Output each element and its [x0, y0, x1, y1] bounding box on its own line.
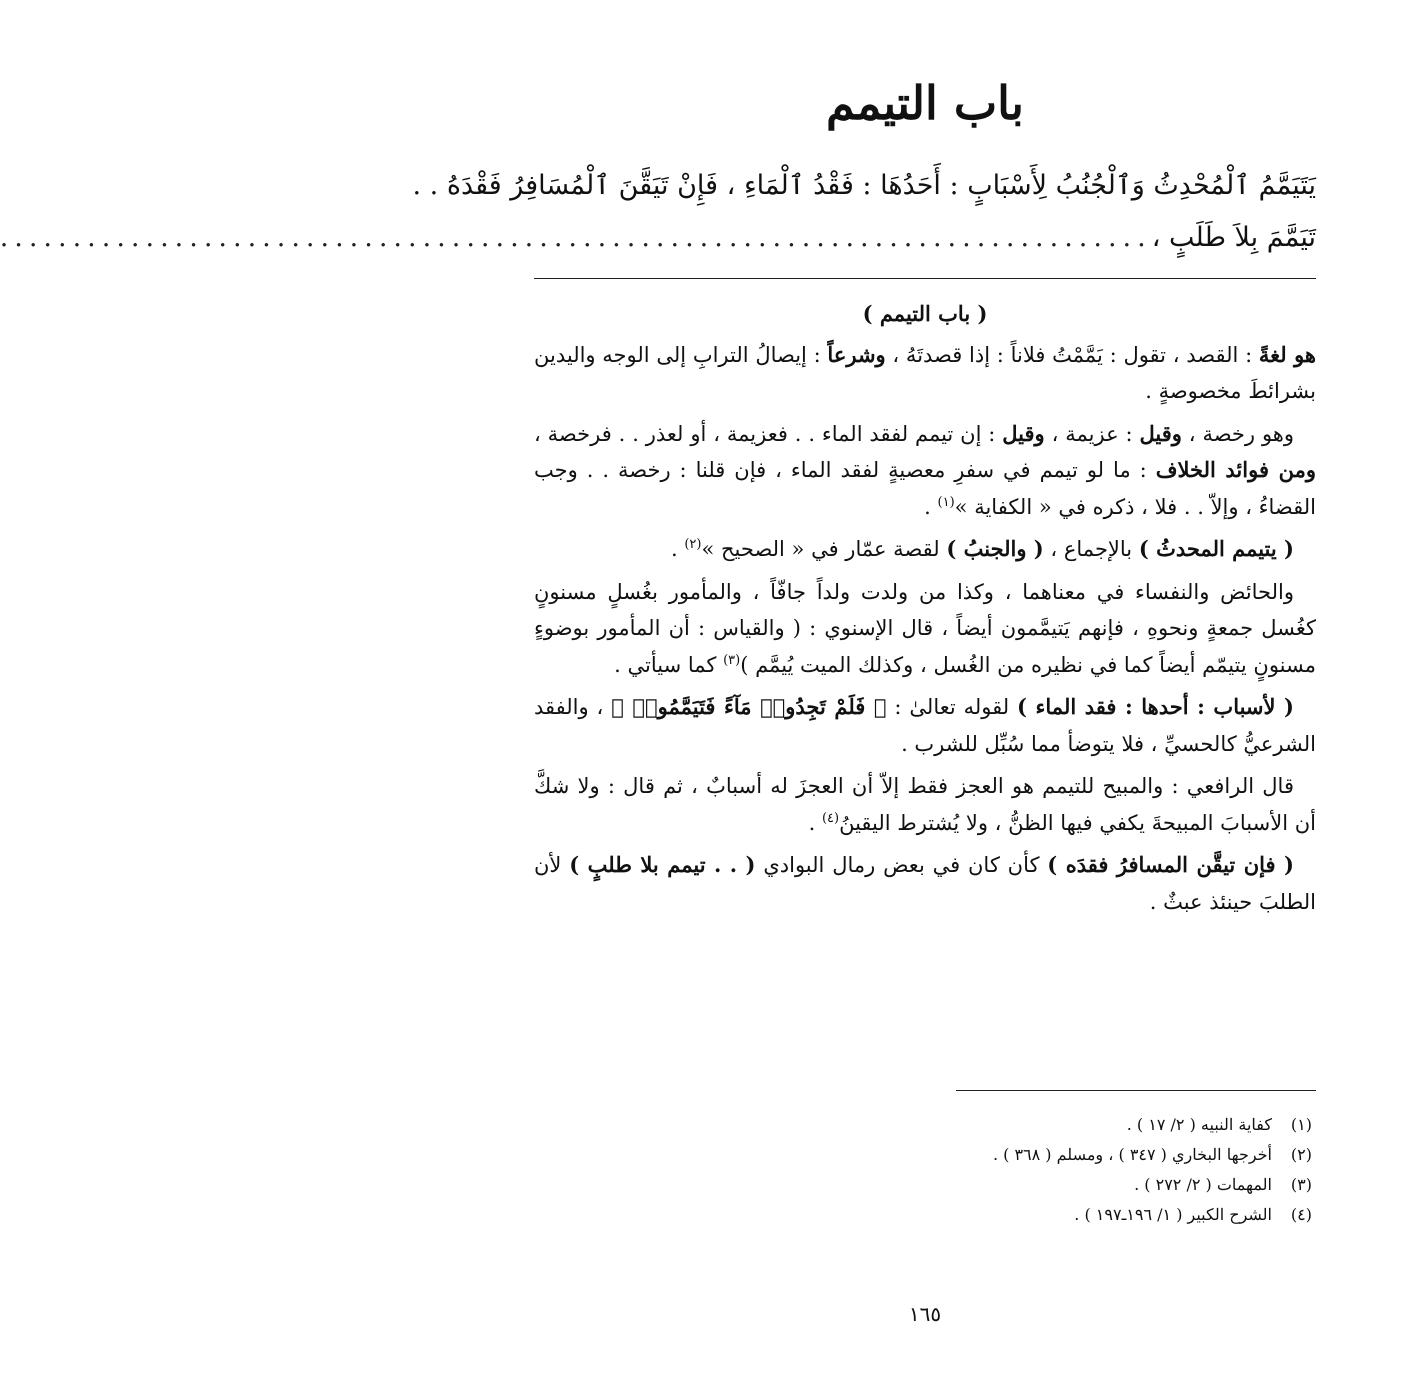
p3-text-1: بالإجماع ،	[1043, 537, 1139, 561]
footnote-text: الشرح الكبير ( ١/ ١٩٦ـ١٩٧ ) .	[1074, 1205, 1272, 1224]
footnote-text: كفاية النبيه ( ٢/ ١٧ ) .	[1126, 1115, 1272, 1134]
p2-bold-1: وقيل	[1139, 420, 1182, 446]
chapter-title: باب التيمم	[826, 76, 1024, 130]
sharh-commentary	[534, 296, 1316, 926]
p6-text-2: .	[808, 810, 822, 835]
paragraph-6	[534, 768, 1316, 841]
footnote-number: (٣)	[1290, 1175, 1312, 1194]
p3-text-3: .	[670, 537, 685, 561]
p3-bold-2: ( والجنبُ )	[946, 536, 1044, 561]
page-number: ١٦٥	[908, 1302, 942, 1326]
matn-line-2-text: تَيَمَّمَ بِلاَ طَلَبٍ ،	[1151, 222, 1316, 253]
paragraph-7	[534, 847, 1316, 920]
footnotes	[534, 1110, 1316, 1230]
matn-line-1	[412, 160, 1316, 212]
p1-text-1: : القصد ، تقول : يَمَّمْتُ فلاناً : إذا قصدتَهُ ،	[885, 342, 1259, 367]
footnote-item	[534, 1200, 1316, 1230]
p2-text-3: : إن تيمم لفقد الماء . . فعزيمة ، أو لعذر . . فرخصة ،	[534, 421, 1003, 446]
footnote-item	[534, 1140, 1316, 1170]
p2-text-4: : ما لو تيمم في سفرِ معصيةٍ لفقد الماء ، فإن قلنا : رخصة . . وجب القضاءُ ، وإلاّ . . فلا ، ذكره في « الكفاية »	[534, 458, 1316, 519]
p2-bold-3: ومن فوائد الخلاف	[1155, 457, 1316, 482]
paragraph-1	[534, 337, 1316, 410]
paragraph-4	[534, 574, 1316, 684]
p1-bold-2: وشرعاً	[827, 341, 886, 367]
paragraph-5	[534, 689, 1316, 762]
footnote-text: المهمات ( ٢/ ٢٧٢ ) .	[1134, 1175, 1272, 1194]
footnote-number: (١)	[1290, 1115, 1312, 1134]
paragraph-3	[534, 531, 1316, 568]
matn-line-2	[0, 212, 1316, 264]
p4-text-2: كما سيأتي .	[614, 652, 724, 677]
p4-text-1: والحائض والنفساء في معناهما ، وكذا من ولدت ولداً جافّاً ، والمأمور بغُسلٍ مسنونٍ كغُسل جمعةٍ ونحوهِ ، فإنهم يَتيمَّمون أيضاً ، قال الإسنوي : ( والقياس : أن المأمور بوضوءٍ مسنونٍ يتيمّم أيضاً كما في نظيره من الغُسل ، وكذلك الميت يُيمَّم )	[534, 579, 1316, 677]
p6-text-1: قال الرافعي : والمبيح للتيمم هو العجز فقط إلاّ أن العجزَ له أسبابٌ ، ثم قال : ولا شكَّ أن الأسبابَ المبيحةَ يكفي فيها الظنُّ ، ولا يُشترط اليقينُ	[534, 774, 1316, 835]
footnote-ref-1[interactable]: (١)	[937, 494, 955, 510]
p7-bold-1: ( فإن تيقَّن المسافرُ فقدَه )	[1047, 852, 1294, 877]
matn-line-1-text: يَتَيَمَّمُ ٱلْمُحْدِثُ وَٱلْجُنُبُ لِأَسْبَابٍ : أَحَدُهَا : فَقْدُ ٱلْمَاءِ ، فَإِنْ تَيَقَّنَ ٱلْمُسَافِرُ فَقْدَهُ . .	[412, 170, 1316, 201]
p7-text-1: كأن كان في بعض رمال البوادي	[755, 853, 1048, 877]
p1-bold-1: هو لغةً	[1258, 341, 1316, 367]
matn-divider	[534, 278, 1316, 279]
p5-bold-1: ( لأسباب : أحدها : فقد الماء )	[1017, 694, 1294, 719]
p2-text-1: وهو رخصة ،	[1181, 421, 1295, 446]
matn-text	[0, 160, 1316, 264]
sharh-heading: ( باب التيمم )	[862, 301, 988, 326]
footnote-item	[534, 1110, 1316, 1140]
footnote-number: (٤)	[1290, 1205, 1312, 1224]
footnote-text: أخرجها البخاري ( ٣٤٧ ) ، ومسلم ( ٣٦٨ ) .	[992, 1145, 1272, 1164]
paragraph-2	[534, 416, 1316, 526]
footnote-ref-2[interactable]: (٢)	[684, 537, 702, 552]
matn-dots: ...............................................................................	[0, 222, 1152, 253]
p2-text-5: .	[924, 494, 938, 519]
footnote-divider	[956, 1090, 1316, 1091]
p2-text-2: : عزيمة ،	[1044, 421, 1140, 446]
footnote-ref-4[interactable]: (٤)	[821, 810, 840, 826]
p3-bold-1: ( يتيمم المحدثُ )	[1138, 536, 1294, 561]
p7-text-2: لأن الطلبَ حينئذ عبثٌ .	[534, 853, 1316, 914]
quran-verse: ﴿ فَلَمْ تَجِدُوا۟ مَآءً فَتَيَمَّمُوا۟ ﴾	[611, 694, 887, 719]
footnote-ref-3[interactable]: (٣)	[723, 652, 741, 668]
p2-bold-2: وقيل	[1002, 420, 1045, 446]
footnote-number: (٢)	[1290, 1145, 1312, 1164]
footnote-item	[534, 1170, 1316, 1200]
p7-bold-2: ( . . تيمم بلا طلبٍ )	[569, 852, 756, 877]
p5-text-2: ، والفقد الشرعيُّ كالحسيِّ ، فلا يتوضأ مما سُبِّل للشرب .	[534, 695, 1316, 756]
p5-text-1: لقوله تعالىٰ :	[886, 695, 1018, 719]
p3-text-2: لقصة عمّار في « الصحيح »	[701, 537, 947, 561]
p1-text-2: : إيصالُ الترابِ إلى الوجه واليدين بشرائطَ مخصوصةٍ .	[534, 342, 1316, 403]
